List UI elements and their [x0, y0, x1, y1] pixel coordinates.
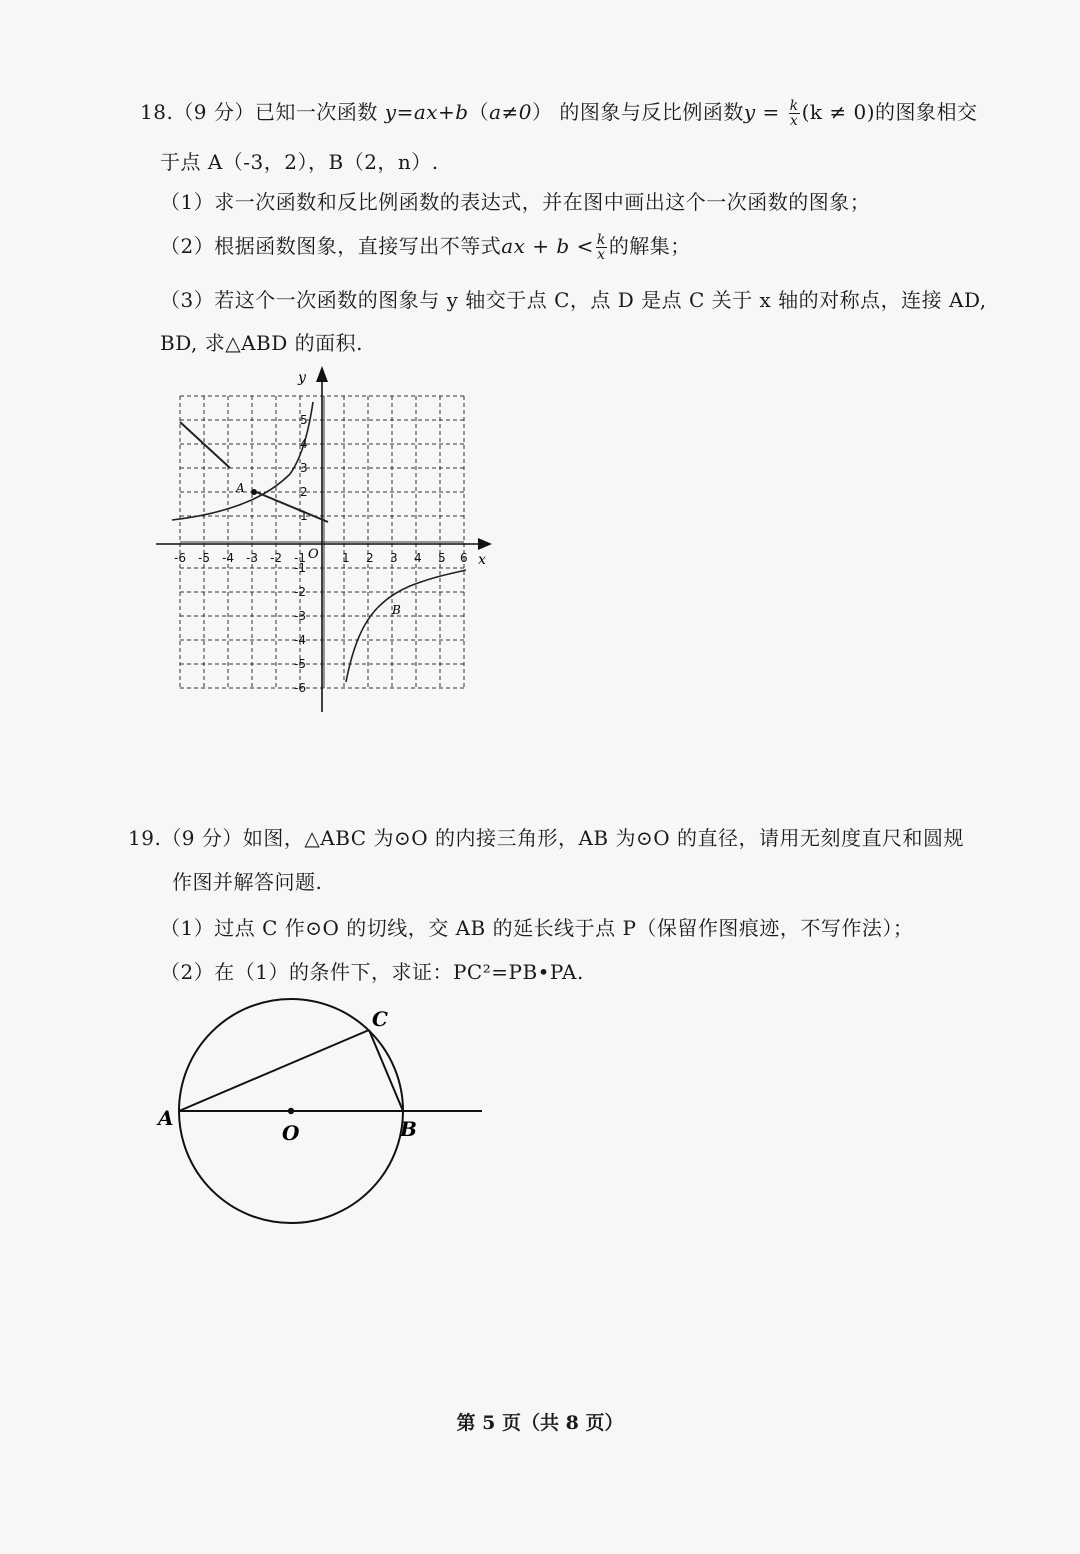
linear-function: y=ax+b [384, 100, 469, 124]
x-axis-label: x [478, 552, 486, 568]
q18-line1: 18.（9 分）已知一次函数 y=ax+b（a≠0） 的图象与反比例函数y = $\frac{k}{x}$ (k ≠ 0)的图象相交 [140, 98, 978, 129]
coordinate-graph [150, 362, 510, 722]
q19-number: 19. [128, 826, 162, 850]
q18-line2: 于点 A（-3，2），B（2，n）. [160, 150, 439, 174]
x-tick: 5 [438, 551, 446, 565]
q19-part2: （2）在（1）的条件下，求证：PC²=PB•PA. [160, 960, 584, 984]
y-tick: -4 [294, 633, 306, 647]
x-tick: 3 [390, 551, 398, 565]
q18-part3-cont: BD, 求△ABD 的面积. [160, 331, 364, 355]
y-tick: 4 [300, 437, 308, 451]
q18-part2: （2）根据函数图象，直接写出不等式ax + b < $\frac{k}{x}$ 的解集； [160, 232, 691, 263]
y-tick: -1 [294, 561, 306, 575]
circle-figure [150, 995, 510, 1245]
axes [156, 370, 488, 712]
y-tick: -6 [294, 681, 306, 695]
x-tick: 2 [366, 551, 374, 565]
x-tick: 1 [342, 551, 350, 565]
q18-part3: （3）若这个一次函数的图象与 y 轴交于点 C，点 D 是点 C 关于 x 轴的对称点，连接 AD, [160, 288, 987, 312]
label-a: A [158, 1106, 174, 1130]
y-axis-arrow [316, 366, 328, 382]
x-tick: -1 [294, 551, 306, 565]
q19-line2: 作图并解答问题. [172, 870, 323, 894]
point-a-marker [251, 489, 257, 495]
x-axis-arrow [478, 538, 492, 550]
x-tick: 6 [460, 551, 468, 565]
x-tick: 4 [414, 551, 422, 565]
q18-part1: （1）求一次函数和反比例函数的表达式，并在图中画出这个一次函数的图象； [160, 190, 871, 214]
label-c: C [372, 1007, 388, 1031]
y-axis-label: y [298, 370, 306, 386]
hyperbola-branch-upper [172, 402, 313, 520]
q18-score: （9 分） [173, 100, 255, 124]
x-tick: -4 [222, 551, 234, 565]
page-footer: 第 5 页（共 8 页） [456, 1412, 624, 1434]
x-tick: -5 [198, 551, 210, 565]
x-tick: -6 [174, 551, 186, 565]
center-o-dot [288, 1108, 294, 1114]
y-tick: 1 [300, 509, 308, 523]
x-tick: -3 [246, 551, 258, 565]
label-o: O [282, 1121, 300, 1145]
q18-number: 18. [140, 100, 174, 124]
label-b: B [400, 1117, 417, 1141]
q19-line1: 19.（9 分）如图，△ABC 为⊙O 的内接三角形，AB 为⊙O 的直径，请用无刻度直尺和圆规 [128, 826, 964, 850]
y-tick: 2 [300, 485, 308, 499]
x-tick-labels [174, 551, 468, 565]
q19-part1: （1）过点 C 作⊙O 的切线，交 AB 的延长线于点 P（保留作图痕迹，不写作法）； [160, 916, 914, 940]
y-tick: -5 [294, 657, 306, 671]
point-a-label: A [236, 481, 245, 495]
chord-ac [179, 1030, 369, 1111]
y-tick: -2 [294, 585, 306, 599]
point-b-label: B [392, 603, 401, 617]
k-over-x-fraction: $\frac{k}{x}$ [789, 98, 799, 129]
q19-score: （9 分） [161, 826, 243, 850]
y-tick: -3 [294, 609, 306, 623]
x-tick: -2 [270, 551, 282, 565]
origin-label: O [308, 547, 319, 562]
chord-cb [369, 1030, 403, 1111]
y-tick: 5 [300, 413, 308, 427]
y-tick: 3 [300, 461, 308, 475]
hyperbola-branch-lower [346, 570, 466, 682]
